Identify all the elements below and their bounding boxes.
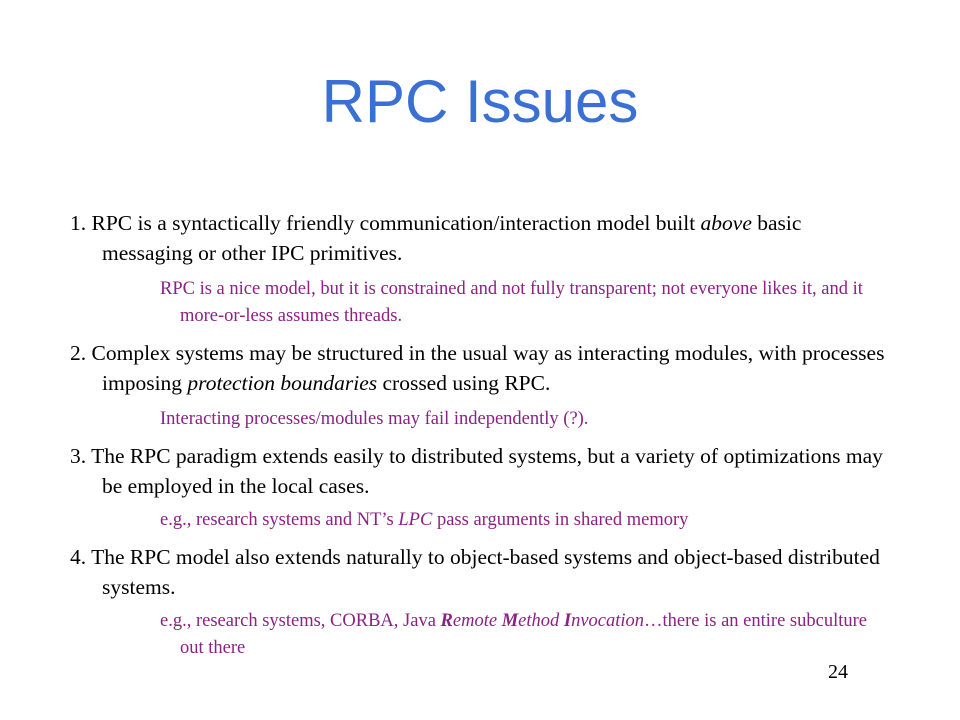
rmi-r-rest: emote: [452, 611, 502, 631]
point-2-lead: 2. Complex systems may be structured in the usual way as interacting modules, with processes imposing: [70, 341, 885, 395]
rmi-m: M: [501, 611, 519, 631]
rmi-r: R: [440, 611, 453, 631]
point-4-note: [70, 608, 890, 662]
point-1-note: RPC is a nice model, but it is constrained and not fully transparent; not everyone likes it, and it more-or-less assumes threads.: [160, 279, 863, 326]
point-3-note-tail: pass arguments in shared memory: [432, 510, 689, 530]
point-4: 4. The RPC model also extends naturally to object-based systems and object-based distributed systems.: [70, 545, 880, 599]
slide-title: RPC Issues: [321, 68, 639, 135]
slide-number: 24: [828, 661, 848, 683]
point-1-lead: 1. RPC is a syntactically friendly communication/interaction model built: [70, 211, 701, 235]
slide-body: [70, 208, 890, 662]
point-2-note: Interacting processes/modules may fail independently (?).: [160, 409, 589, 429]
point-1: [70, 208, 890, 268]
rmi-m-rest: ethod: [518, 611, 564, 631]
point-2-emphasis: protection boundaries: [187, 371, 378, 395]
point-3-note-lead: e.g., research systems and NT’s: [160, 510, 399, 530]
point-3-note-emphasis: LPC: [398, 510, 433, 530]
point-1-emphasis: above: [700, 211, 752, 235]
rmi-i-rest: nvocation: [571, 611, 645, 631]
point-3-note: [70, 507, 890, 534]
rmi-i: I: [563, 611, 572, 631]
point-1-tail: basic messaging or other IPC primitives.: [102, 211, 802, 265]
point-2-tail: crossed using RPC.: [377, 371, 551, 395]
point-2: [70, 338, 890, 398]
point-4-note-lead: e.g., research systems, CORBA, Java: [160, 611, 441, 631]
point-3: 3. The RPC paradigm extends easily to distributed systems, but a variety of optimizations may be employed in the local cases.: [70, 444, 883, 498]
point-4-note-tail: …there is an entire subculture out there: [180, 611, 867, 658]
